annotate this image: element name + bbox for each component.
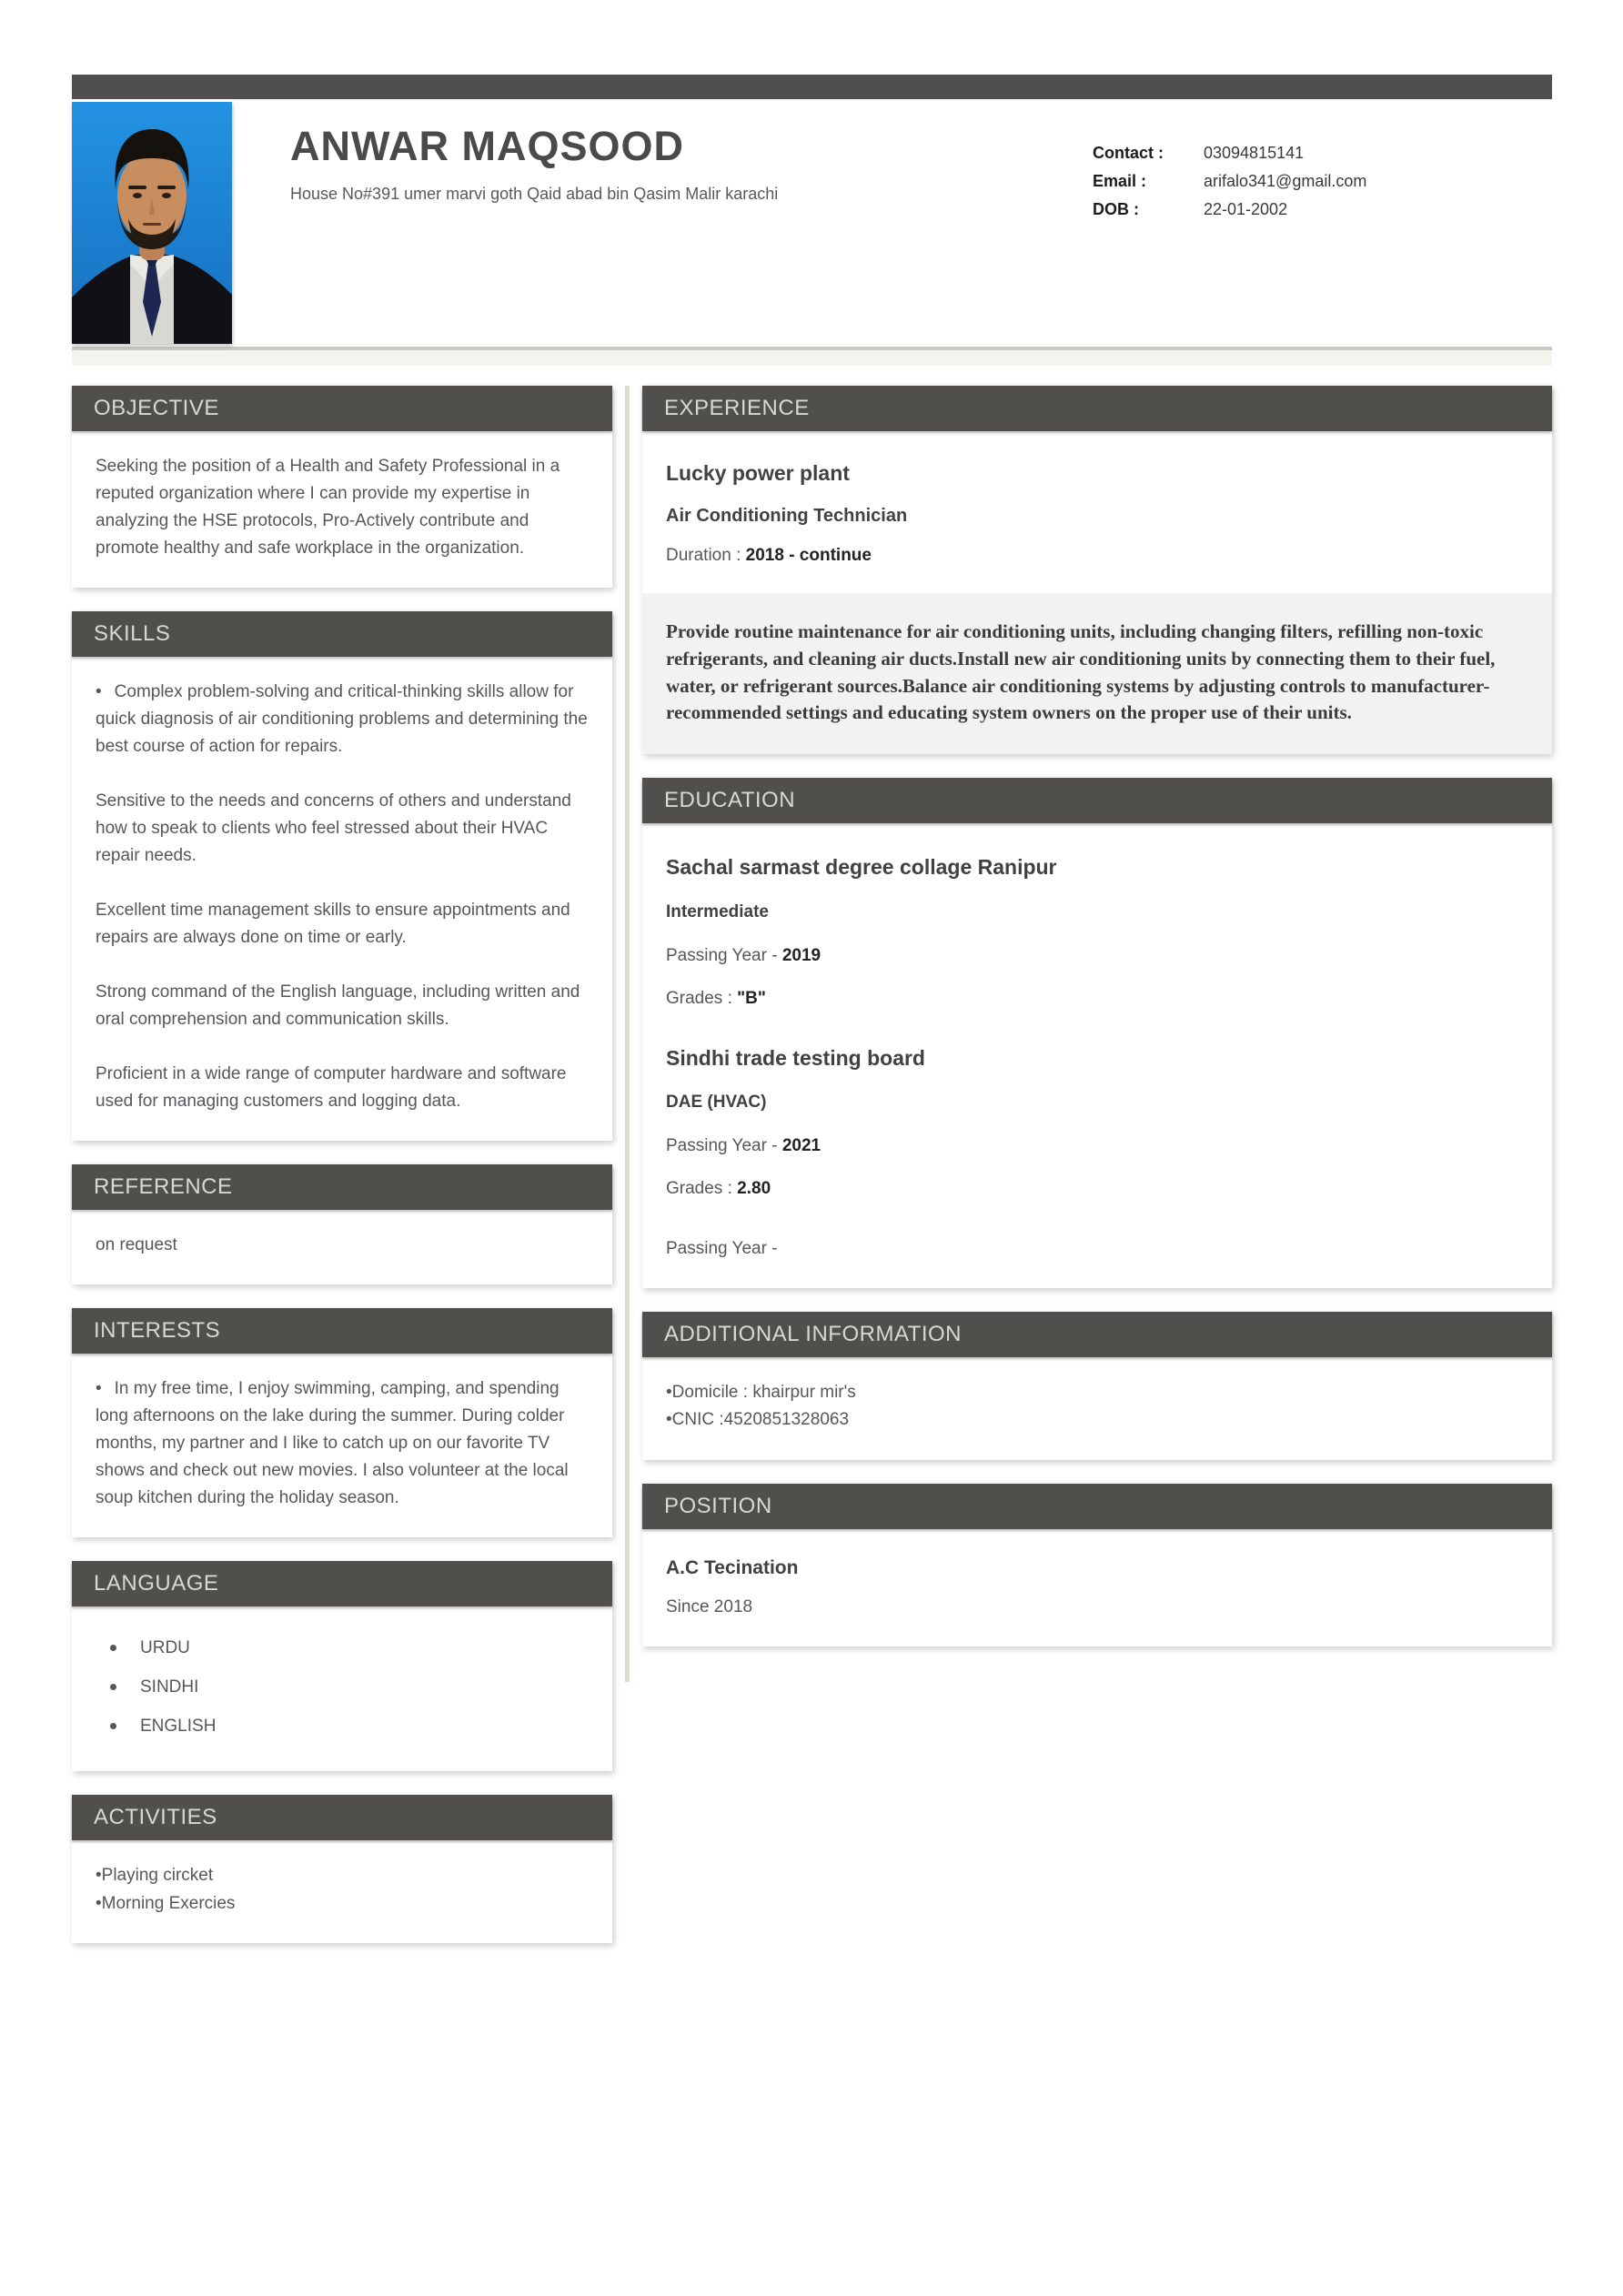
skills-header: SKILLS [72,611,612,657]
position-role: A.C Tecination [666,1556,799,1578]
email-label: Email : [1093,172,1147,190]
passing-year-label: Passing Year - [666,1135,782,1155]
skill-text: Complex problem-solving and critical-thinking skills allow for quick diagnosis of air conditioning problems and determining the best course of action for repairs. [96,682,588,757]
section-interests [72,1308,612,1537]
section-position [642,1484,1552,1646]
skill-item: Excellent time management skills to ensure appointments and repairs are always done on time or early. [96,901,570,948]
contact-row-dob [1093,196,1366,224]
resume-page [72,75,1552,1967]
language-label: ENGLISH [140,1717,217,1737]
contact-block [1093,139,1366,224]
bullet-icon [110,1723,116,1729]
education-school: Sachal sarmast degree collage Ranipur [666,855,1057,880]
content-columns [72,386,1552,1967]
language-header: LANGUAGE [72,1561,612,1606]
experience-duration [666,542,1528,569]
reference-text: on request [96,1235,177,1255]
grades-label: Grades : [666,1178,738,1198]
section-education [642,778,1552,1288]
section-activities [72,1795,612,1943]
language-item [101,1707,589,1746]
activity-item: •Morning Exercies [96,1893,236,1913]
objective-body [72,431,612,588]
skill-item [96,679,589,760]
activities-body [72,1840,612,1943]
language-list [96,1628,589,1746]
education-header: EDUCATION [642,778,1552,823]
right-column [642,386,1552,1670]
experience-role: Air Conditioning Technician [666,506,908,527]
education-body [642,823,1552,1288]
candidate-address: House No#391 umer marvi goth Qaid abad bin Qasim Malir karachi [290,185,779,203]
section-additional-information [642,1312,1552,1460]
section-language [72,1561,612,1771]
additional-information-body [642,1357,1552,1460]
dob-value: 22-01-2002 [1204,200,1288,218]
skill-item: Proficient in a wide range of computer hardware and software used for managing customers and logging data. [96,1064,567,1112]
position-body [642,1529,1552,1646]
bullet-icon: • [96,682,102,702]
column-gap [612,386,642,1682]
reference-header: REFERENCE [72,1164,612,1210]
candidate-name: ANWAR MAQSOOD [290,123,684,169]
additional-item-domicile: •Domicile : khairpur mir's [666,1382,856,1402]
dob-label: DOB : [1093,200,1139,218]
education-school: Sindhi trade testing board [666,1045,925,1070]
experience-description: Provide routine maintenance for air conditioning units, including changing filters, refilling non-toxic refrigerants, and cleaning air ducts.Install new air conditioning units by connecting them to their fuel, water, or refrigerant sources.Balance air conditioning systems by adjusting controls to manufacturer-recommended settings and educating system owners on the proper use of their units. [642,593,1552,754]
interests-body [72,1354,612,1537]
column-divider-line [625,386,630,1682]
portrait-illustration [72,102,232,344]
section-experience [642,386,1552,754]
grades-label: Grades : [666,988,738,1008]
bullet-icon: • [96,1379,102,1399]
activities-header: ACTIVITIES [72,1795,612,1840]
contact-row-email [1093,167,1366,196]
objective-text: Seeking the position of a Health and Safety Professional in a reputed organization where I can provide my expertise in analyzing the HSE protocols, Pro-Actively contribute and promote healthy and safe workplace in the organization. [96,457,560,559]
header-divider [72,347,1552,366]
education-passing-year [666,1133,1528,1160]
interests-header: INTERESTS [72,1308,612,1354]
contact-phone-value: 03094815141 [1204,144,1305,162]
contact-row-phone [1093,139,1366,167]
interests-text: In my free time, I enjoy swimming, camping, and spending long afternoons on the lake during the summer. During colder months, my partner and I like to catch up on our favorite TV shows and check out new movies. I also volunteer at the local soup kitchen during the holiday season. [96,1379,569,1508]
education-degree: Intermediate [666,901,769,921]
section-reference [72,1164,612,1284]
activity-item: •Playing circket [96,1866,214,1886]
identity-block [290,123,778,204]
contact-label: Contact : [1093,144,1164,162]
experience-company: Lucky power plant [666,461,850,485]
resume-header [72,99,1552,347]
education-degree: DAE (HVAC) [666,1092,767,1112]
objective-header: OBJECTIVE [72,386,612,431]
bullet-icon [110,1645,116,1651]
language-label: SINDHI [140,1677,199,1697]
passing-year-label: Passing Year - [666,945,782,965]
passing-year-value: 2019 [781,945,822,965]
interests-item [96,1375,589,1512]
duration-label: Duration : [666,545,746,565]
position-header: POSITION [642,1484,1552,1529]
language-item [101,1628,589,1667]
top-accent-bar [72,75,1552,99]
experience-body [642,431,1552,754]
skill-item: Sensitive to the needs and concerns of others and understand how to speak to clients who feel stressed about their HVAC repair needs. [96,791,571,866]
education-passing-year [666,942,1528,970]
language-label: URDU [140,1638,190,1658]
additional-item-cnic: •CNIC :4520851328063 [666,1410,850,1430]
section-objective [72,386,612,588]
left-column [72,386,612,1967]
section-skills [72,611,612,1141]
passing-year-value: 2021 [781,1135,822,1155]
bullet-icon [110,1684,116,1690]
email-value: arifalo341@gmail.com [1204,172,1367,190]
additional-information-header: ADDITIONAL INFORMATION [642,1312,1552,1357]
position-since: Since 2018 [666,1596,753,1616]
duration-value: 2018 - continue [745,545,872,565]
education-entry [666,851,1528,1012]
skills-body [72,657,612,1141]
experience-header: EXPERIENCE [642,386,1552,431]
education-grades [666,1175,1528,1203]
language-item [101,1667,589,1707]
language-body [72,1606,612,1771]
education-entry [666,1042,1528,1203]
education-extra-line: Passing Year - [666,1238,778,1258]
education-grades [666,985,1528,1012]
grades-value: 2.80 [737,1178,771,1198]
profile-photo [72,102,232,344]
grades-value: "B" [737,988,766,1008]
skill-item: Strong command of the English language, including written and oral comprehension and communication skills. [96,982,580,1030]
reference-body [72,1210,612,1284]
